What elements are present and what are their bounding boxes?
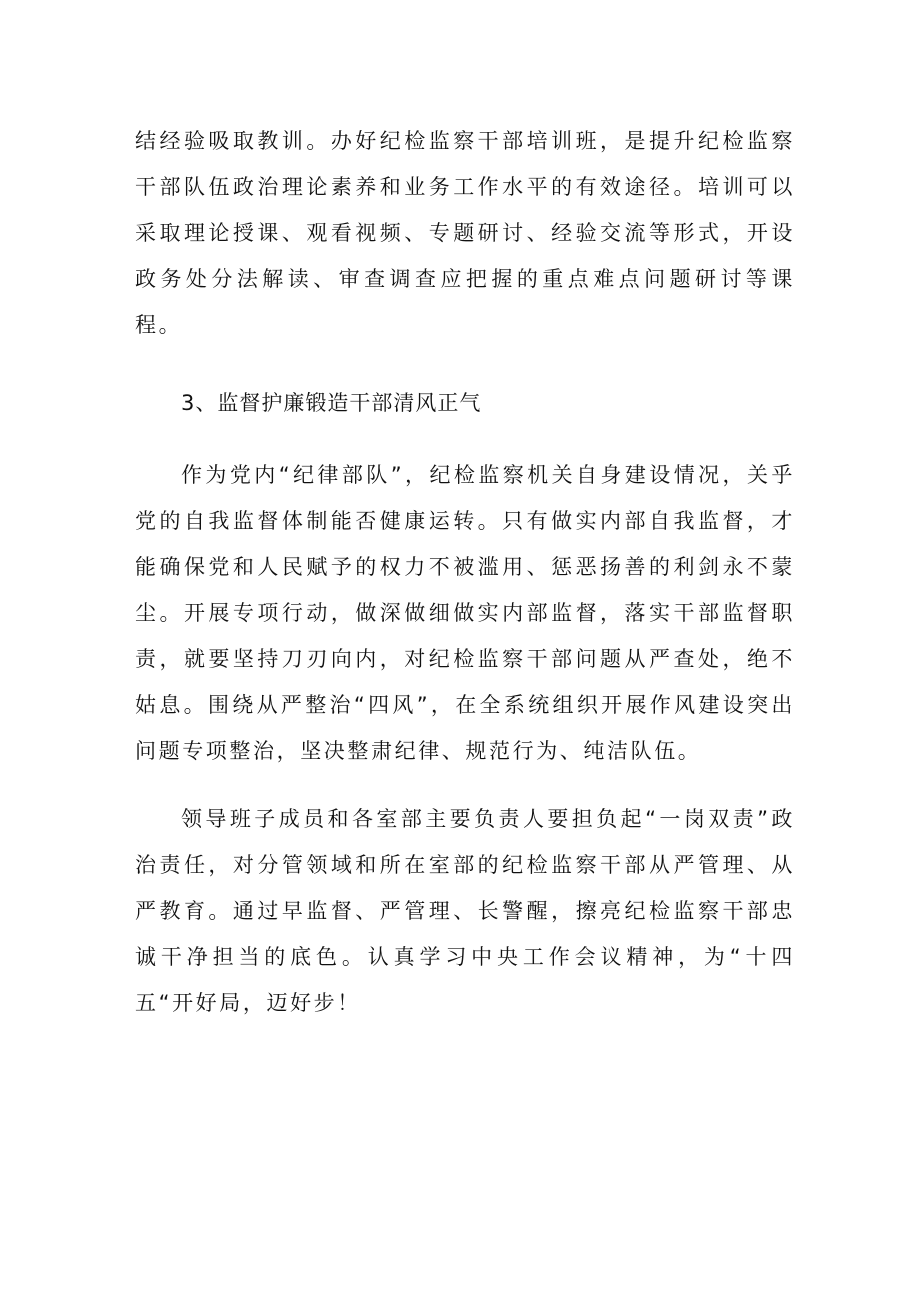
paragraph-training: 结经验吸取教训。办好纪检监察干部培训班，是提升纪检监察干部队伍政治理论素养和业务工作水平的有效途径。培训可以采取理论授课、观看视频、专题研讨、经验交流等形式，开设政务处分法解读、审查调查应把握的重点难点问题研讨等课程。 [135,129,795,337]
paragraph-leadership: 领导班子成员和各室部主要负责人要担负起“一岗双责”政治责任，对分管领域和所在室部的纪检监察干部从严管理、从严教育。通过早监督、严管理、长警醒，擦亮纪检监察干部忠诚干净担当的底色。认真学习中央工作会议精神，为“十四五“开好局，迈好步！ [135,807,795,1015]
paragraph-supervision: 作为党内“纪律部队”，纪检监察机关自身建设情况，关乎党的自我监督体制能否健康运转。只有做实内部自我监督，才能确保党和人民赋予的权力不被滥用、惩恶扬善的利剑永不蒙尘。开展专项行动，做深做细做实内部监督，落实干部监督职责，就要坚持刀刃向内，对纪检监察干部问题从严查处，绝不姑息。围绕从严整治“四风”，在全系统组织开展作风建设突出问题专项整治，坚决整肃纪律、规范行为、纯洁队伍。 [135,463,795,763]
section-heading-3: 3、监督护廉锻造干部清风正气 [181,391,482,415]
spacer [135,426,795,452]
spacer [135,348,795,380]
spacer [135,774,795,796]
document-page [135,118,795,1026]
